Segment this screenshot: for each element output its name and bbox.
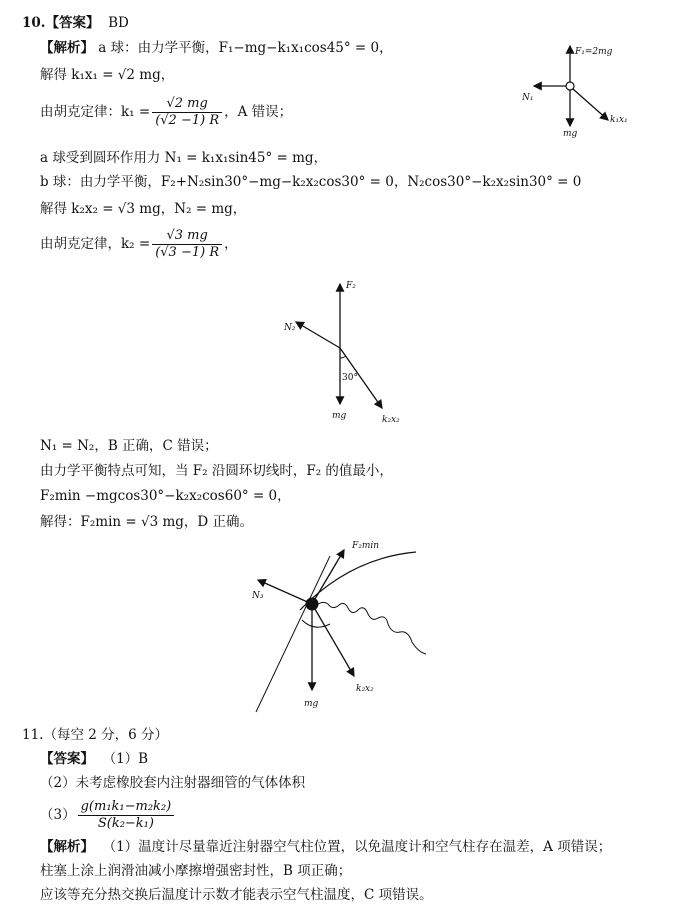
q10-l3-num: √2 mg — [152, 96, 222, 113]
force-diagram-a — [520, 38, 660, 138]
q11-analysis-line-1 — [40, 838, 611, 856]
q10-l7-num: √3 mg — [152, 228, 222, 245]
q11-a3-pre: （3） — [40, 807, 76, 823]
fig2-kx-label: k₂x₂ — [382, 415, 400, 425]
q10-line-3 — [40, 96, 292, 129]
fig1-mg-label: mg — [563, 129, 578, 138]
q10-l11: 解得：F₂min = √3 mg，D 正确。 — [40, 514, 254, 530]
q11-e2: 柱塞上涂上润滑油减小摩擦增强密封性，B 项正确； — [40, 863, 352, 879]
q11-answer-tag: 【答案】 — [40, 751, 94, 767]
q10-l7-post: ， — [224, 236, 238, 252]
fig1-f1-label: F₁=2mg — [575, 47, 613, 57]
q11-header: 11.（每空 2 分，6 分） — [22, 727, 169, 743]
fig3-kx-label: k₂x₂ — [356, 684, 374, 694]
fig2-mg-label: mg — [332, 411, 347, 421]
q11-a3-den: S(k₂−k₁) — [97, 816, 154, 831]
q10-line-7 — [40, 228, 238, 261]
force-diagram-f2min — [240, 536, 450, 716]
fig2-angle-label: 30° — [342, 373, 358, 383]
fig3-f2min-label: F₂min — [352, 541, 380, 551]
q11-analysis-tag: 【解析】 — [40, 839, 94, 855]
fig1-n1-label: N₁ — [522, 93, 534, 103]
q10-l1: a 球：由力学平衡，F₁−mg−k₁x₁cos45° = 0， — [98, 40, 393, 56]
q10-l3-post: ，A 错误； — [224, 104, 293, 120]
q10-l3-den: (√2 −1) R — [155, 113, 220, 128]
q10-l7-fraction — [152, 228, 222, 261]
q11-answer-line-1 — [40, 750, 148, 768]
q10-answer-tag: 【答案】 — [45, 15, 100, 31]
q10-analysis-tag: 【解析】 — [40, 40, 94, 56]
q11-answer-line-3 — [40, 799, 176, 832]
q10-l10: F₂min −mgcos30°−k₂x₂cos60° = 0， — [40, 488, 291, 504]
q10-l5: b 球：由力学平衡，F₂+N₂sin30°−mg−k₂x₂cos30° = 0，N₂cos30°−k₂x₂sin30° = 0 — [40, 174, 582, 190]
q11-a3-fraction — [78, 799, 175, 832]
q10-l7-den: (√3 −1) R — [155, 245, 220, 260]
q10-l7-pre: 由胡克定律，k₂ = — [40, 236, 151, 252]
q10-number: 10. — [22, 15, 46, 31]
q11-e3: 应该等充分热交换后温度计示数才能表示空气柱温度，C 项错误。 — [40, 887, 433, 903]
q10-l3-fraction — [152, 96, 222, 129]
q10-line-1 — [40, 39, 393, 57]
q10-l8: N₁ = N₂，B 正确，C 错误； — [40, 438, 218, 454]
q11-a1: （1）B — [102, 751, 149, 767]
fig3-n3-label: N₃ — [252, 591, 264, 601]
q10-header — [22, 14, 129, 32]
q11-a3-num: g(m₁k₁−m₂k₂) — [78, 799, 175, 816]
q10-l9: 由力学平衡特点可知，当 F₂ 沿圆环切线时，F₂ 的值最小， — [40, 463, 393, 479]
q10-l2: 解得 k₁x₁ = √2 mg， — [40, 67, 175, 83]
fig3-mg-label: mg — [304, 699, 319, 709]
q11-e1: （1）温度计尽量靠近注射器空气柱位置，以免温度计和空气柱存在温差，A 项错误； — [102, 839, 612, 855]
q10-l6: 解得 k₂x₂ = √3 mg，N₂ = mg， — [40, 201, 247, 217]
q11-a2: （2）未考虑橡胶套内注射器细管的气体体积 — [40, 775, 306, 791]
q10-l3-pre: 由胡克定律：k₁ = — [40, 104, 151, 120]
q10-answer: BD — [108, 15, 129, 31]
fig1-kx-label: k₁x₁ — [610, 115, 628, 125]
force-diagram-b — [278, 276, 418, 426]
fig2-f2-label: F₂ — [346, 281, 356, 291]
fig2-n2-label: N₂ — [284, 323, 296, 333]
q10-l4: a 球受到圆环作用力 N₁ = k₁x₁sin45° = mg， — [40, 150, 328, 166]
